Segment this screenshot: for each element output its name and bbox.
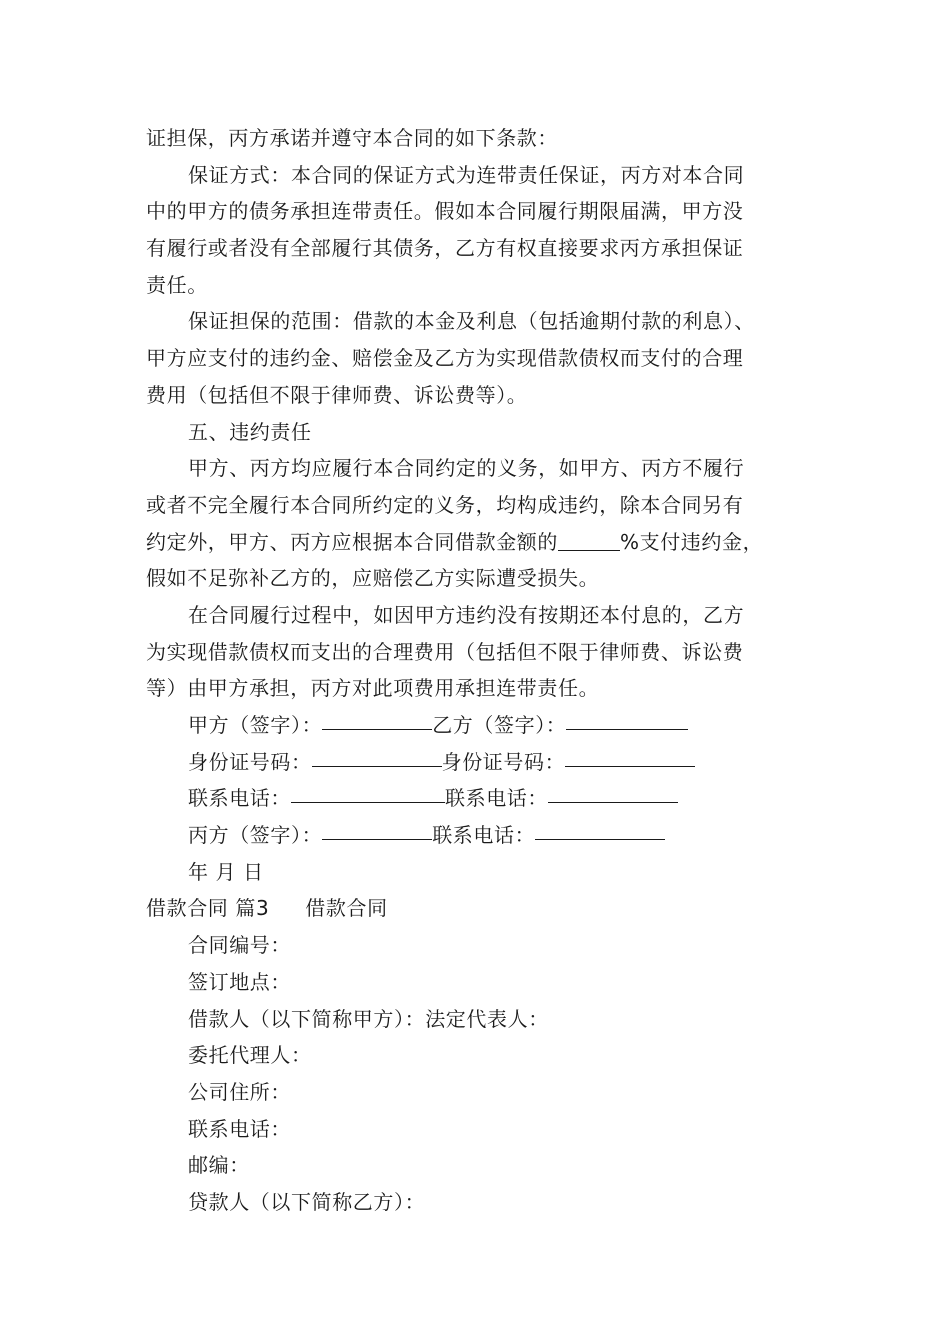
signature-label: 联系电话： <box>188 786 291 811</box>
contract-field: 借款人（以下简称甲方）：法定代表人： <box>188 1006 549 1031</box>
document-page <box>146 120 810 1221</box>
signature-label: 身份证号码： <box>441 749 566 774</box>
section-title-row <box>146 890 810 927</box>
text-line: 保证方式：本合同的保证方式为连带责任保证，丙方对本合同 <box>188 162 745 187</box>
signature-label: 身份证号码： <box>188 749 312 774</box>
signature-label: 甲方（签字）： <box>188 713 323 737</box>
signature-label: 联系电话： <box>432 823 536 848</box>
section-subtitle: 借款合同 <box>305 896 388 921</box>
signature-blank[interactable] <box>322 707 432 730</box>
text-line: 在合同履行过程中，如因甲方违约没有按期还本付息的，乙方 <box>188 602 745 627</box>
date-line: 年 月 日 <box>188 859 264 884</box>
section-heading: 借款合同 篇3 <box>146 896 270 921</box>
signature-row-party-c <box>146 817 810 854</box>
contract-field: 签订地点： <box>188 969 291 994</box>
signature-label: 丙方（签字）： <box>188 823 323 848</box>
text-line: 费用（包括但不限于律师费、诉讼费等）。 <box>146 382 528 407</box>
text-line: 甲方应支付的违约金、赔偿金及乙方为实现借款债权而支付的合理 <box>146 346 744 371</box>
text-line: 等）由甲方承担，丙方对此项费用承担连带责任。 <box>146 676 600 701</box>
text-line: 中的甲方的债务承担连带责任。假如本合同履行期限届满，甲方没 <box>146 199 744 224</box>
signature-blank[interactable] <box>535 817 665 840</box>
text-line: 甲方、丙方均应履行本合同约定的义务，如甲方、丙方不履行 <box>188 456 745 481</box>
contract-field: 公司住所： <box>188 1079 291 1104</box>
penalty-text-before: 约定外，甲方、丙方应根据本合同借款金额的 <box>146 529 558 554</box>
signature-label: 联系电话： <box>445 786 548 811</box>
text-line: 为实现借款债权而支出的合理费用（包括但不限于律师费、诉讼费 <box>146 639 744 664</box>
contract-field: 联系电话： <box>188 1116 291 1141</box>
signature-blank[interactable] <box>565 744 695 767</box>
text-line: 或者不完全履行本合同所约定的义务，均构成违约，除本合同另有 <box>146 492 744 517</box>
signature-blank[interactable] <box>322 817 432 840</box>
signature-blank[interactable] <box>291 780 445 803</box>
signature-blank[interactable] <box>312 744 442 767</box>
penalty-line <box>146 524 810 561</box>
signature-blank[interactable] <box>566 707 688 730</box>
signature-row-party-a-b <box>146 707 810 744</box>
contract-field: 委托代理人： <box>188 1043 312 1068</box>
contract-field: 邮编： <box>188 1153 250 1178</box>
signature-row-phone <box>146 780 810 817</box>
signature-blank[interactable] <box>548 780 678 803</box>
contract-field: 合同编号： <box>188 933 291 958</box>
text-line: 责任。 <box>146 272 208 297</box>
signature-label: 乙方（签字）： <box>432 713 567 737</box>
signature-row-id <box>146 744 810 781</box>
text-line: 证担保，丙方承诺并遵守本合同的如下条款： <box>146 126 558 150</box>
text-line: 保证担保的范围：借款的本金及利息（包括逾期付款的利息）、 <box>188 309 755 334</box>
text-line: 有履行或者没有全部履行其债务，乙方有权直接要求丙方承担保证 <box>146 236 744 261</box>
penalty-text-after: %支付违约金， <box>620 529 764 554</box>
text-line: 假如不足弥补乙方的，应赔偿乙方实际遭受损失。 <box>146 566 600 591</box>
section-heading: 五、违约责任 <box>188 419 312 444</box>
penalty-percent-blank[interactable] <box>558 528 620 551</box>
contract-field: 贷款人（以下简称乙方）： <box>188 1189 426 1214</box>
